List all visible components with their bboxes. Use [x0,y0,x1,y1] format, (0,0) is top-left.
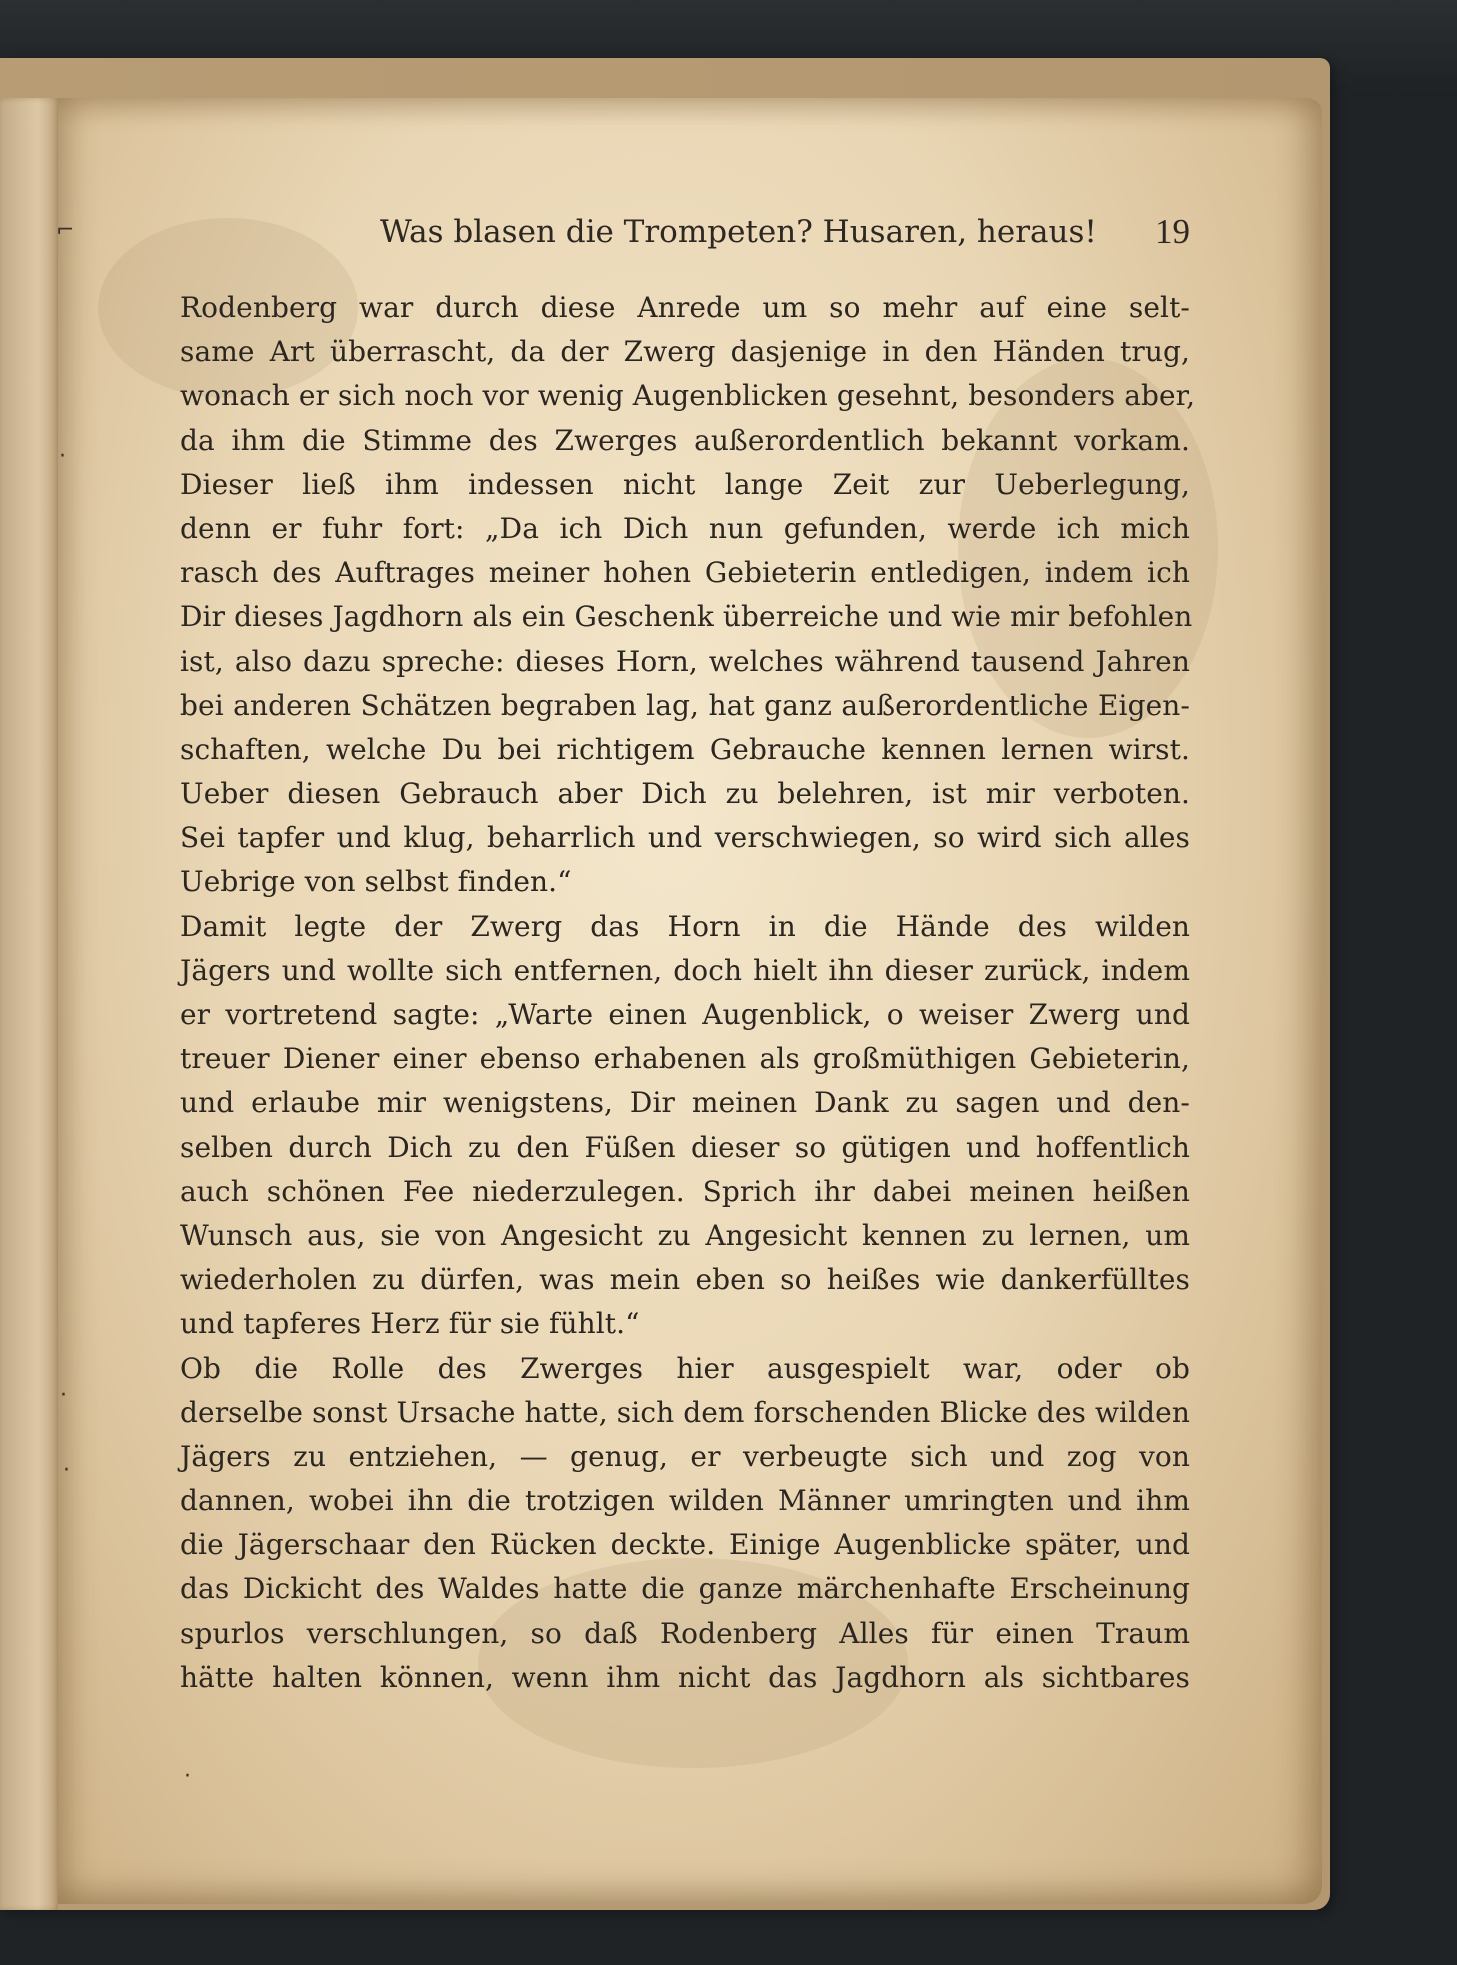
text-line: Jägers und wollte sich entfernen, doch hielt ihn dieser zurück, indem [180,953,1190,987]
text-line: Rodenberg war durch diese Anrede um so mehr auf eine selt- [180,291,1190,324]
page-number: 19 [1155,212,1190,251]
text-line: derselbe sonst Ursache hatte, sich dem forschenden Blicke des wilden [180,1395,1190,1429]
text-line: Sei tapfer und klug, beharrlich und verschwiegen, so wird sich alles [180,821,1190,855]
margin-mark: · [59,444,66,469]
text-line: auch schönen Fee niederzulegen. Sprich ihr dabei meinen heißen [180,1174,1190,1208]
text-line: rasch des Auftrages meiner hohen Gebieterin entledigen, indem ich [180,556,1190,590]
text-line: Jägers zu entziehen, — genug, er verbeugte sich und zog von [180,1439,1190,1473]
margin-mark: ⌐ [56,218,75,243]
book-page [58,98,1322,1904]
text-line: spurlos verschlungen, so daß Rodenberg Alles für einen Traum [180,1616,1190,1650]
text-line: wonach er sich noch vor wenig Augenblicken gesehnt, besonders aber, [180,379,1196,413]
text-line: und erlaube mir wenigstens, Dir meinen Dank zu sagen und den- [180,1086,1190,1120]
text-line: Wunsch aus, sie von Angesicht zu Angesicht kennen zu lernen, um [180,1218,1190,1252]
text-line: wiederholen zu dürfen, was mein eben so heißes wie dankerfülltes [180,1263,1190,1297]
margin-mark: · [63,1458,70,1483]
text-line: er vortretend sagte: „Warte einen Augenblick, o weiser Zwerg und [180,998,1190,1031]
text-line: schaften, welche Du bei richtigem Gebrauche kennen lernen wirst. [180,732,1190,766]
text-line: hätte halten können, wenn ihm nicht das Jagdhorn als sichtbares [180,1660,1190,1694]
text-line: Damit legte der Zwerg das Horn in die Hände des wilden [180,909,1190,943]
text-line: dannen, wobei ihn die trotzigen wilden Männer umringten und ihm [180,1484,1190,1518]
margin-mark: · [184,1764,191,1789]
text-line: selben durch Dich zu den Füßen dieser so gütigen und hoffentlich [180,1130,1190,1164]
text-line: bei anderen Schätzen begraben lag, hat ganz außerordentliche Eigen- [180,688,1190,722]
text-line: und tapferes Herz für sie fühlt.“ [180,1307,640,1341]
text-line: denn er fuhr fort: „Da ich Dich nun gefunden, werde ich mich [180,511,1190,545]
text-line: Uebrige von selbst finden.“ [180,865,572,899]
page-header-title: Was blasen die Trompeten? Husaren, heraus! [380,214,1097,250]
running-header [200,208,1190,256]
text-line: Ob die Rolle des Zwerges hier ausgespielt war, oder ob [180,1351,1190,1385]
text-line: das Dickicht des Waldes hatte die ganze märchenhafte Erscheinung [180,1572,1190,1606]
body-text [180,286,1196,1700]
text-line: da ihm die Stimme des Zwerges außerordentlich bekannt vorkam. [180,423,1190,457]
text-line: Dieser ließ ihm indessen nicht lange Zeit zur Ueberlegung, [180,467,1190,501]
text-line: same Art überrascht, da der Zwerg dasjenige in den Händen trug, [180,335,1190,369]
text-line: Ueber diesen Gebrauch aber Dich zu belehren, ist mir verboten. [180,777,1190,811]
text-line: ist, also dazu spreche: dieses Horn, welches während tausend Jahren [180,644,1190,678]
text-line: Dir dieses Jagdhorn als ein Geschenk überreiche und wie mir befohlen [180,600,1193,634]
text-line: treuer Diener einer ebenso erhabenen als großmüthigen Gebieterin, [180,1042,1190,1076]
text-line: die Jägerschaar den Rücken deckte. Einige Augenblicke später, und [180,1528,1190,1562]
margin-mark: · [60,1383,67,1408]
left-page-strip [0,98,58,1910]
